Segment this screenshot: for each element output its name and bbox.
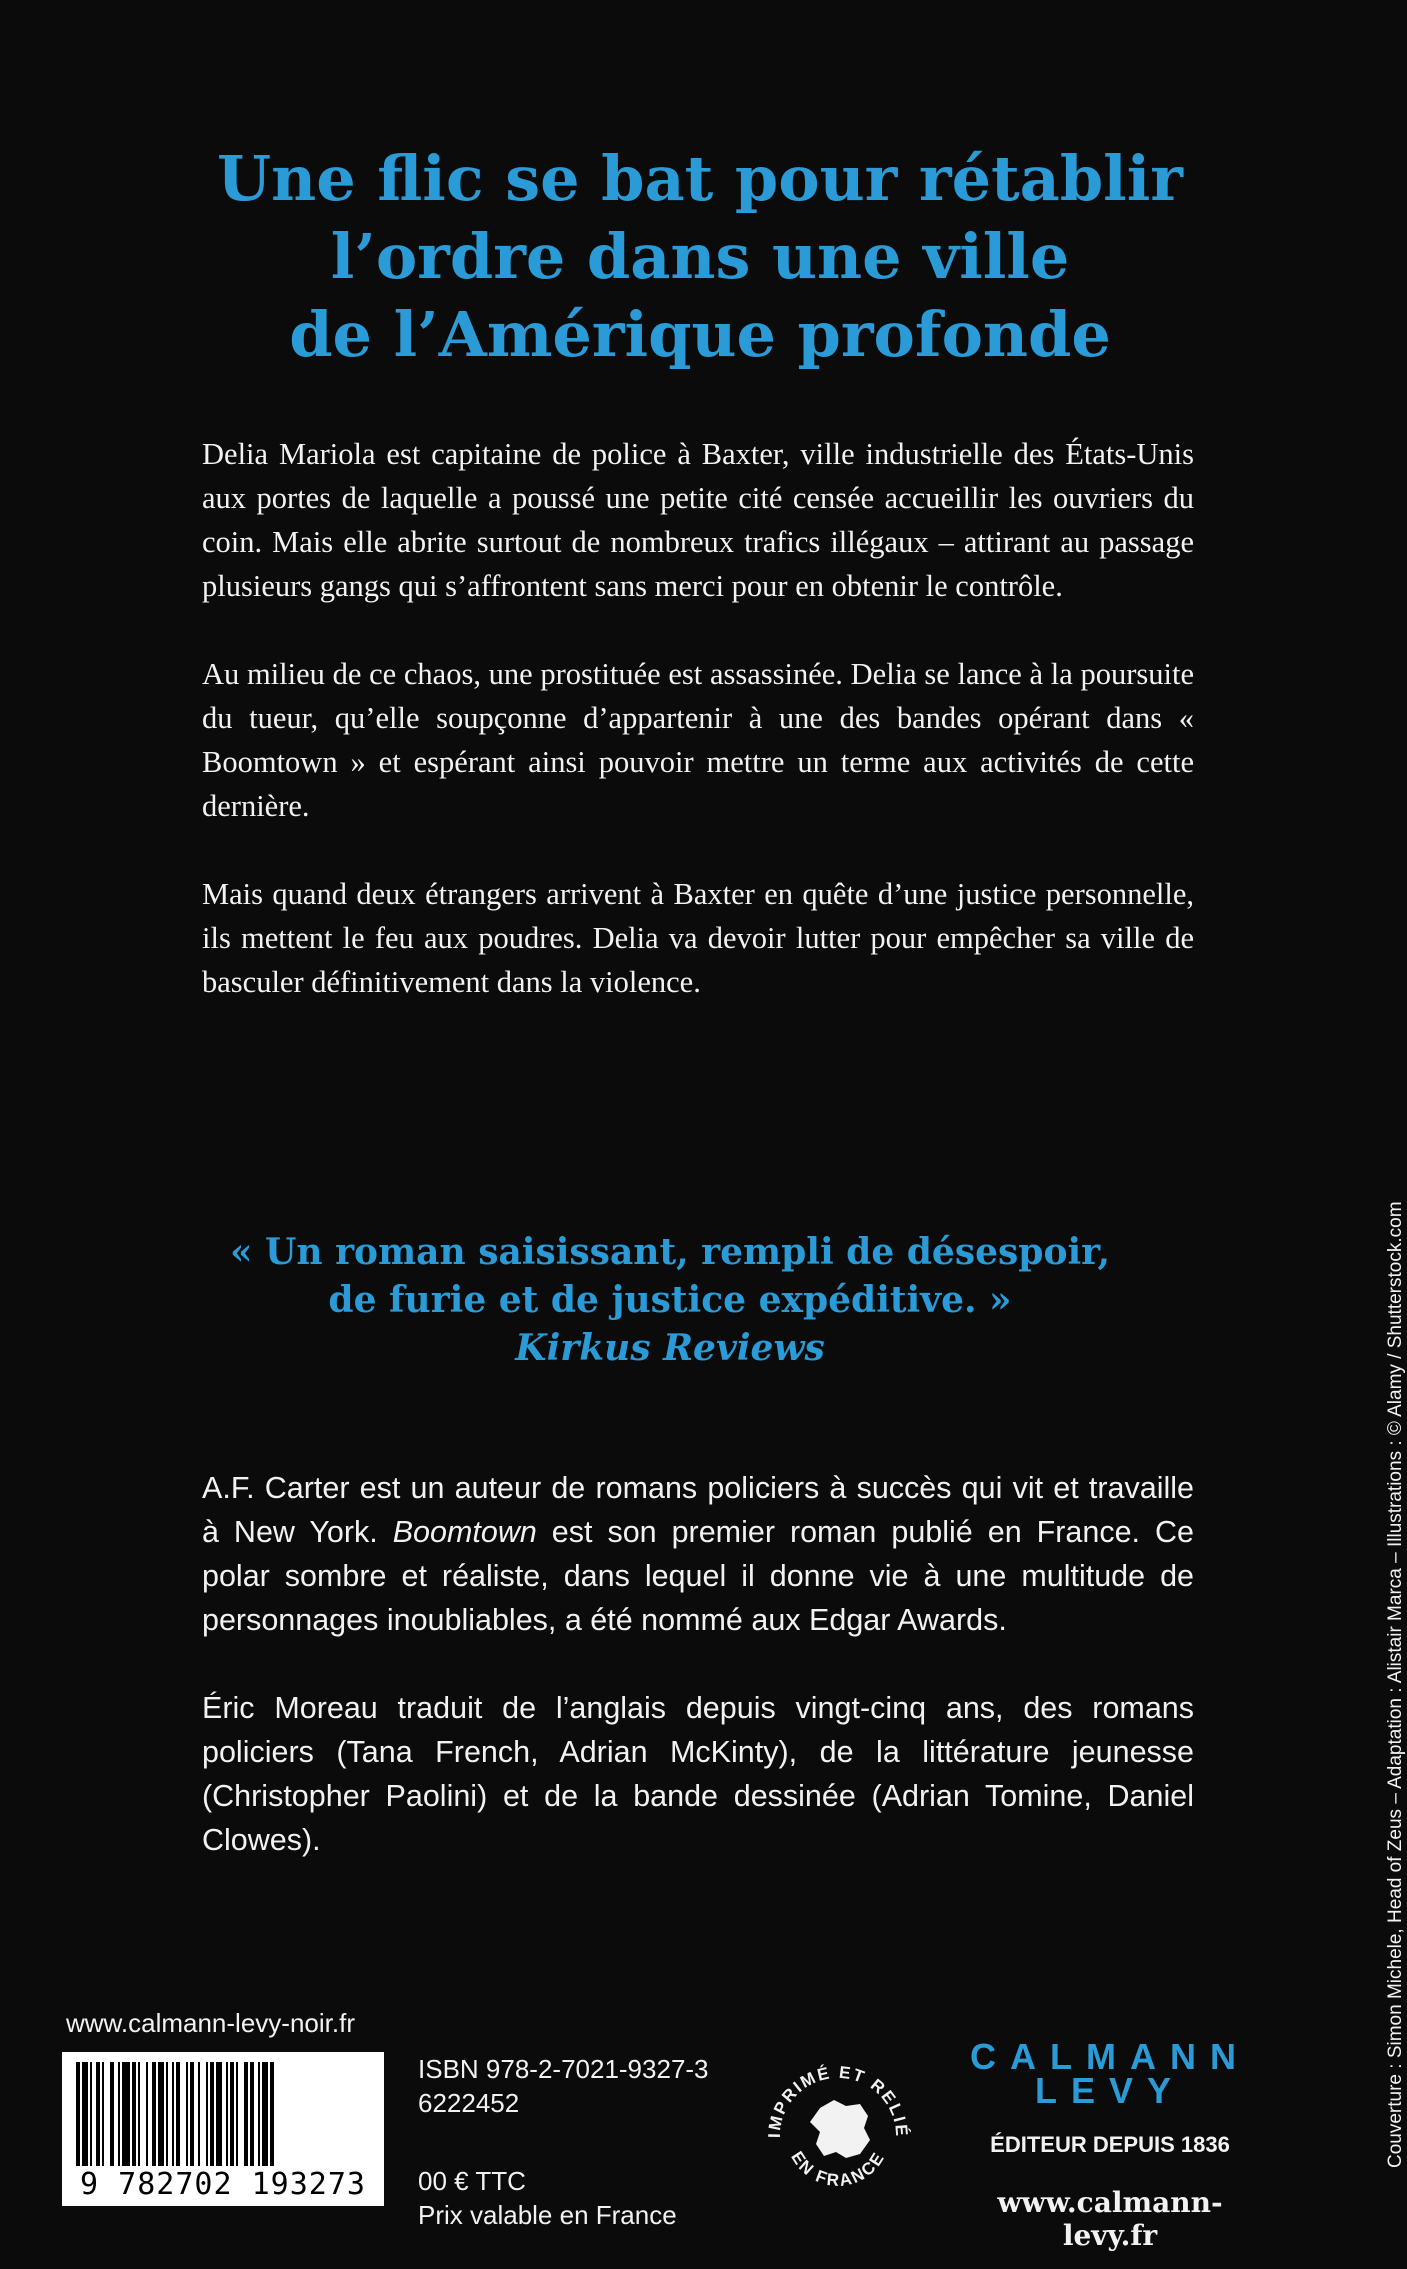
synopsis	[202, 432, 1194, 1048]
barcode-bar	[176, 2062, 180, 2166]
cover-credits: Couverture : Simon Michele, Head of Zeus – Adaptation : Alistair Marca – Illustrations : © Alamy / Shutterstock.com	[1385, 1201, 1406, 2168]
barcode-bar	[258, 2062, 260, 2166]
barcode-bar	[206, 2062, 208, 2166]
synopsis-paragraph: Mais quand deux étrangers arrivent à Baxter en quête d’une justice personnelle, ils mettent le feu aux poudres. Delia va devoir lutter pour empêcher sa ville de basculer définitivement dans la violence.	[202, 877, 1194, 999]
synopsis-paragraph: Au milieu de ce chaos, une prostituée est assassinée. Delia se lance à la poursuite du tueur, qu’elle soupçonne d’appartenir à une des bandes opérant dans « Boomtown » et espérant ainsi pouvoir mettre un terme aux activités de cette dernière.	[202, 657, 1194, 823]
quote-source: Kirkus Reviews	[515, 1327, 825, 1369]
publisher-website: www.calmann-levy.fr	[997, 2186, 1223, 2252]
barcode-bar	[186, 2062, 188, 2166]
author-bio-text: est son premier roman publié en France. Ce polar sombre et réaliste, dans lequel il donne vie à une multitude de personnages inoubliables, a été nommé aux Edgar Awards.	[202, 1515, 1194, 1637]
barcode-bar	[244, 2062, 248, 2166]
barcode-bar	[96, 2062, 100, 2166]
headline-line: de l’Amérique profonde	[289, 298, 1111, 371]
headline-line: Une flic se bat pour rétablir	[217, 142, 1183, 215]
barcode-bar	[82, 2062, 88, 2166]
barcode-bar	[110, 2062, 114, 2166]
barcode-bar	[152, 2062, 156, 2166]
quote-line: « Un roman saisissant, rempli de désespoir,	[229, 1231, 1111, 1273]
publisher-since: ÉDITEUR DEPUIS 1836	[990, 2132, 1230, 2157]
barcode-bar	[122, 2062, 130, 2166]
isbn: ISBN 978-2-7021-9327-3	[418, 2054, 709, 2084]
headline-line: l’ordre dans une ville	[330, 220, 1070, 293]
publisher-logo-line1: CALMANN	[970, 2036, 1250, 2077]
imprint-website: www.calmann-levy-noir.fr	[66, 2008, 355, 2038]
headline	[120, 140, 1280, 374]
barcode-bar	[216, 2062, 222, 2166]
author-bio-text: A.F. Carter est un auteur de romans policiers à succès qui vit et travaille à New York.	[202, 1471, 1194, 1549]
barcode-bar	[118, 2062, 120, 2166]
price: 00 € TTC	[418, 2166, 526, 2196]
barcode-bar	[270, 2062, 274, 2166]
book-title: Boomtown	[392, 1515, 537, 1549]
barcode-bars	[62, 2052, 384, 2170]
review-quote	[150, 1228, 1190, 1372]
barcode-bar	[262, 2062, 268, 2166]
barcode-bar	[138, 2062, 140, 2166]
price-note: Prix valable en France	[418, 2200, 677, 2230]
svg-text:EN FRANCE	[787, 2148, 888, 2190]
barcode-bar	[210, 2062, 214, 2166]
barcode-bar	[190, 2062, 194, 2166]
translator-bio: Éric Moreau traduit de l’anglais depuis vingt-cinq ans, des romans policiers (Tana French, Adrian McKinty), de la littérature jeunesse (Christopher Paolini) et de la bande dessinée (Adrian Tomine, Daniel Clowes).	[202, 1691, 1194, 1857]
barcode-digits: 9 782702 193273	[80, 2167, 366, 2202]
barcode-bar	[250, 2062, 254, 2166]
product-code: 6222452	[418, 2088, 520, 2118]
synopsis-paragraph: Delia Mariola est capitaine de police à Baxter, ville industrielle des États-Unis aux portes de laquelle a poussé une petite cité censée accueillir les ouvriers du coin. Mais elle abrite surtout de nombreux trafics illégaux – attirant au passage plusieurs gangs qui s’affrontent sans merci pour en obtenir le contrôle.	[202, 437, 1194, 603]
barcode-bar	[90, 2062, 92, 2166]
barcode-bar	[146, 2062, 148, 2166]
barcode-bar	[226, 2062, 228, 2166]
publisher-logo-line2: LEVY	[1034, 2070, 1186, 2111]
barcode-bar	[198, 2062, 200, 2166]
barcode-bar	[166, 2062, 168, 2166]
barcode-bar	[172, 2062, 174, 2166]
isbn-block	[418, 2052, 709, 2232]
barcode-bar	[102, 2062, 104, 2166]
badge-top-text: IMPRIMÉ ET RELIÉ	[764, 2062, 912, 2139]
barcode-bar	[158, 2062, 164, 2166]
barcode-bar	[132, 2062, 136, 2166]
printed-in-france-badge	[750, 2036, 926, 2212]
barcode-bar	[230, 2062, 234, 2166]
barcode	[62, 2052, 384, 2206]
barcode-bar	[76, 2062, 80, 2166]
badge-bottom-text: EN FRANCE	[787, 2148, 889, 2191]
barcode-bar	[236, 2062, 238, 2166]
biographies	[202, 1466, 1194, 1906]
quote-line: de furie et de justice expéditive. »	[328, 1279, 1012, 1321]
author-bio	[202, 1466, 1194, 1642]
publisher-block	[960, 2036, 1260, 2252]
france-map-icon	[810, 2100, 870, 2158]
